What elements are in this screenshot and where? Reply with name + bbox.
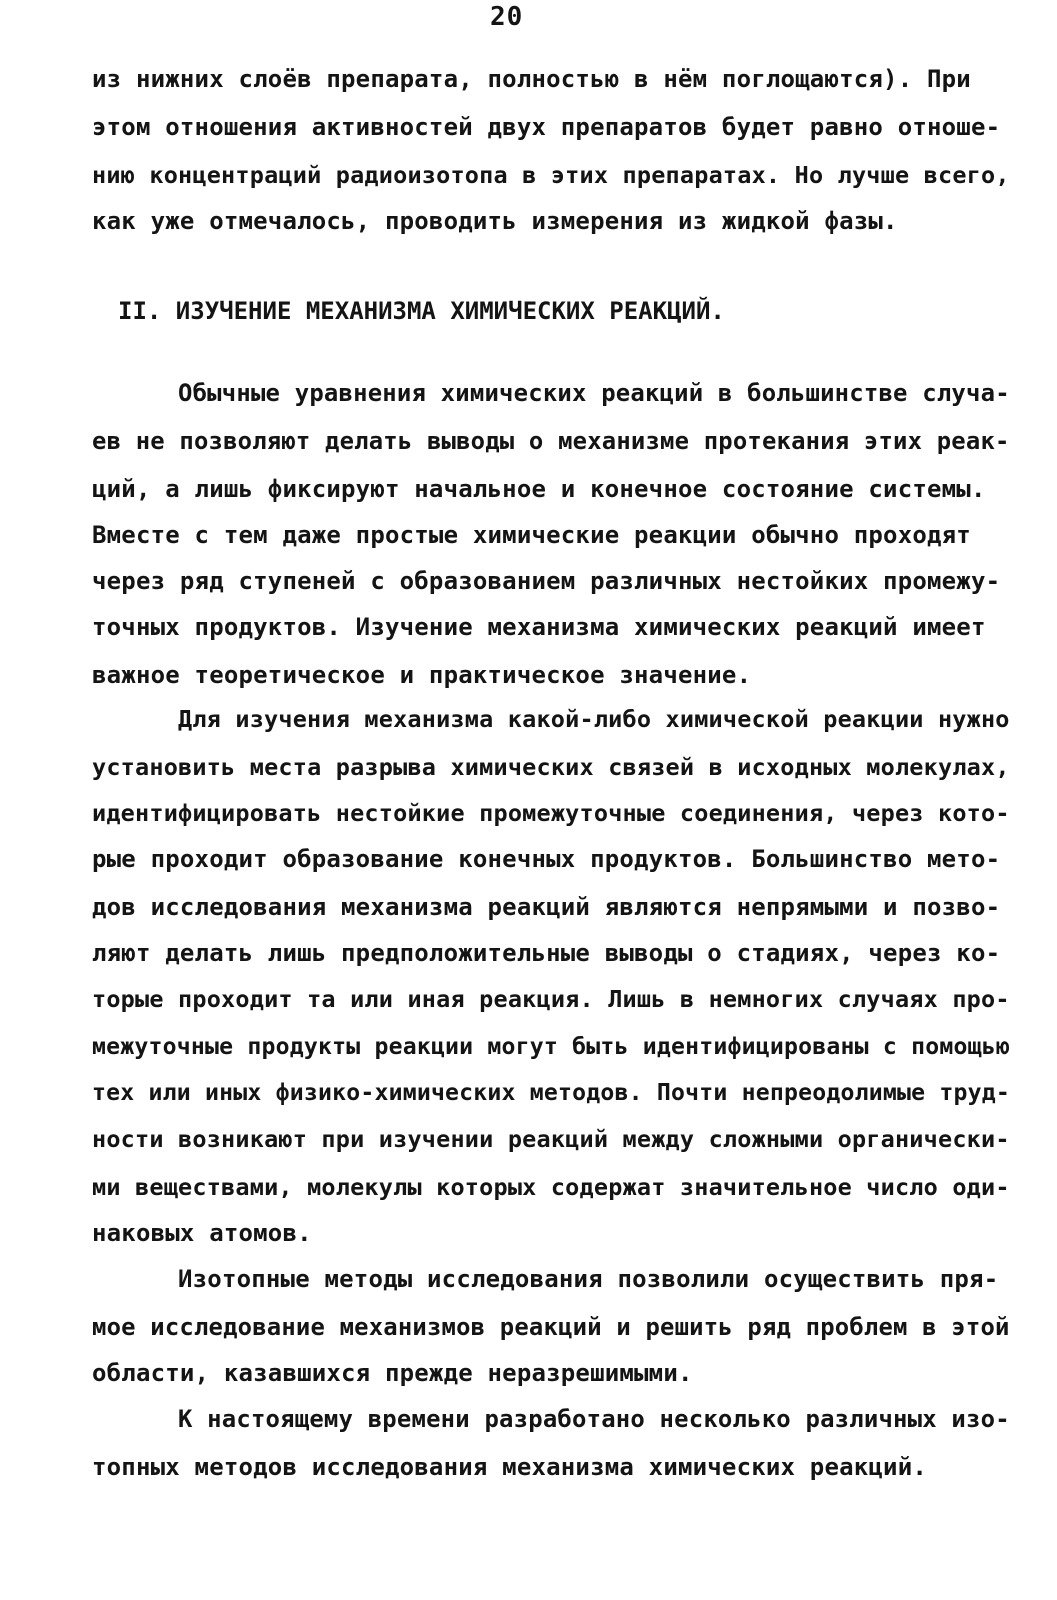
text-line: ляют делать лишь предположительные выводы о стадиях, через ко- xyxy=(92,939,1001,967)
text-line: ев не позволяют делать выводы о механизме протекания этих реак- xyxy=(92,427,1010,455)
text-line: дов исследования механизма реакций являются непрямыми и позво- xyxy=(92,893,1001,921)
page-number: 20 xyxy=(490,2,524,32)
text-line: торые проходит та или иная реакция. Лишь в немногих случаях про- xyxy=(92,985,1010,1013)
text-line: через ряд ступеней с образованием различных нестойких промежу- xyxy=(92,567,1001,595)
text-line: Обычные уравнения химических реакций в большинстве случа- xyxy=(178,379,1010,407)
text-line: Вместе с тем даже простые химические реакции обычно проходят xyxy=(92,521,971,549)
text-line: этом отношения активностей двух препаратов будет равно отноше- xyxy=(92,113,1001,141)
text-line: точных продуктов. Изучение механизма химических реакций имеет xyxy=(92,613,986,641)
text-line: рые проходит образование конечных продуктов. Большинство мето- xyxy=(92,845,1001,873)
text-line: установить места разрыва химических связей в исходных молекулах, xyxy=(92,753,1010,781)
text-line: наковых атомов. xyxy=(92,1219,312,1247)
text-line: как уже отмечалось, проводить измерения из жидкой фазы. xyxy=(92,207,898,235)
text-line: Для изучения механизма какой-либо химической реакции нужно xyxy=(178,705,1010,733)
text-line: из нижних слоёв препарата, полностью в нём поглощаются). При xyxy=(92,65,971,93)
text-line: ности возникают при изучении реакций между сложными органически- xyxy=(92,1125,1010,1153)
text-line: ми веществами, молекулы которых содержат значительное число оди- xyxy=(92,1173,1010,1201)
text-line: тех или иных физико-химических методов. Почти непреодолимые труд- xyxy=(92,1080,1010,1106)
text-line: области, казавшихся прежде неразрешимыми. xyxy=(92,1359,693,1387)
text-line: важное теоретическое и практическое значение. xyxy=(92,661,752,689)
text-line: нию концентраций радиоизотопа в этих препаратах. Но лучше всего, xyxy=(92,161,1010,189)
text-line: Изотопные методы исследования позволили осуществить пря- xyxy=(178,1265,999,1293)
text-line: мое исследование механизмов реакций и решить ряд проблем в этой xyxy=(92,1313,1010,1341)
text-line: межуточные продукты реакции могут быть идентифицированы с помощью xyxy=(92,1034,1010,1060)
section-heading: II. ИЗУЧЕНИЕ МЕХАНИЗМА ХИМИЧЕСКИХ РЕАКЦИЙ. xyxy=(118,297,725,325)
text-line: топных методов исследования механизма химических реакций. xyxy=(92,1453,928,1481)
text-line: ций, а лишь фиксируют начальное и конечное состояние системы. xyxy=(92,475,986,503)
text-line: идентифицировать нестойкие промежуточные соединения, через кото- xyxy=(92,799,1010,827)
text-line: К настоящему времени разработано несколько различных изо- xyxy=(178,1405,1010,1433)
